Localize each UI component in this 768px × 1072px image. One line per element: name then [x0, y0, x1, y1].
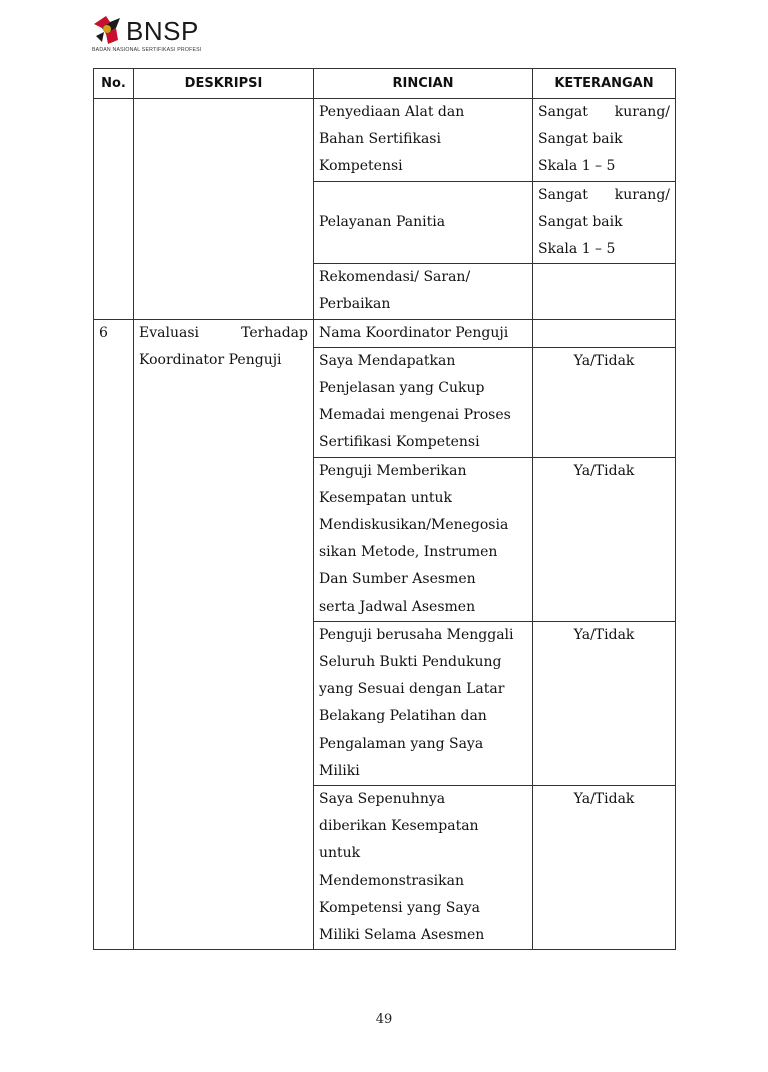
text-line: Dan Sumber Asesmen	[319, 571, 476, 588]
text-line: Memadai mengenai Proses	[319, 407, 511, 424]
text-line: Sangat baik	[538, 131, 623, 148]
header-keterangan: KETERANGAN	[533, 69, 676, 99]
bnsp-logo	[92, 14, 242, 58]
text-line: serta Jadwal Asesmen	[319, 598, 476, 615]
text-line: Sangat baik	[538, 213, 623, 230]
text-line: Saya Sepenuhnya	[319, 791, 446, 808]
text-line: Kompetensi	[319, 158, 403, 175]
text-line: Belakang Pelatihan dan	[319, 708, 487, 725]
deskripsi-line	[139, 320, 308, 347]
cell-keterangan	[533, 319, 676, 347]
text-line: Koordinator Penguji	[139, 351, 282, 368]
cell-deskripsi-empty	[134, 99, 314, 320]
text-word: Terhadap	[241, 324, 308, 341]
cell-rincian	[314, 786, 533, 950]
text-line: Kompetensi yang Saya	[319, 899, 480, 916]
cell-keterangan: Ya/Tidak	[533, 347, 676, 457]
garuda-emblem-icon	[92, 14, 126, 48]
header-deskripsi: DESKRIPSI	[134, 69, 314, 99]
logo-wordmark: BNSP	[126, 16, 199, 46]
text-line: Miliki	[319, 762, 360, 779]
cell-keterangan: Ya/Tidak	[533, 457, 676, 621]
text-line: Nama Koordinator Penguji	[319, 324, 509, 341]
text-line: sikan Metode, Instrumen	[319, 544, 498, 561]
cell-rincian	[314, 621, 533, 785]
cell-no-empty	[94, 99, 134, 320]
text-line: diberikan Kesempatan	[319, 818, 479, 835]
page-number: 49	[375, 1012, 393, 1027]
text-line: Pelayanan Panitia	[319, 213, 446, 230]
text-line: Rekomendasi/ Saran/	[319, 269, 471, 286]
cell-rincian	[314, 319, 533, 347]
cell-rincian	[314, 99, 533, 182]
cell-rincian	[314, 347, 533, 457]
text-line: Sangat kurang/	[538, 104, 670, 120]
cell-keterangan: Ya/Tidak	[533, 786, 676, 950]
text-line: Penjelasan yang Cukup	[319, 380, 485, 397]
table-header-row	[94, 69, 676, 99]
text-line: untuk	[319, 845, 361, 862]
cell-rincian	[314, 457, 533, 621]
text-line: Saya Mendapatkan	[319, 352, 456, 369]
header-rincian: RINCIAN	[314, 69, 533, 99]
text-word: Evaluasi	[139, 324, 199, 341]
text-line: Penguji Memberikan	[319, 462, 467, 479]
header-no: No.	[94, 69, 134, 99]
text-line: Seluruh Bukti Pendukung	[319, 654, 502, 671]
cell-no	[94, 319, 134, 950]
text-line: yang Sesuai dengan Latar	[319, 681, 505, 698]
cell-keterangan: Ya/Tidak	[533, 621, 676, 785]
table-row	[94, 99, 676, 182]
text-line: Sangat kurang/	[538, 186, 670, 203]
text-line: Penguji berusaha Menggali	[319, 626, 514, 643]
text-line: Mendiskusikan/Menegosia	[319, 517, 509, 534]
cell-rincian	[314, 264, 533, 319]
cell-keterangan-empty	[533, 264, 676, 319]
text-line: Skala 1 – 5	[538, 241, 616, 258]
cell-keterangan	[533, 181, 676, 264]
text-line: Miliki Selama Asesmen	[319, 927, 485, 944]
cell-rincian	[314, 181, 533, 264]
evaluation-table	[93, 68, 676, 950]
cell-deskripsi	[134, 319, 314, 950]
text-line: Bahan Sertifikasi	[319, 131, 441, 148]
text-line: Perbaikan	[319, 296, 391, 313]
text-line: Sertifikasi Kompetensi	[319, 434, 480, 451]
table-row	[94, 319, 676, 347]
text-line: Pengalaman yang Saya	[319, 735, 484, 752]
text-line: Penyediaan Alat dan	[319, 104, 465, 120]
text-line: Mendemonstrasikan	[319, 872, 464, 889]
cell-keterangan	[533, 99, 676, 182]
text-line: Skala 1 – 5	[538, 158, 616, 175]
logo-subtitle: BADAN NASIONAL SERTIFIKASI PROFESI	[92, 47, 202, 53]
text-line: Kesempatan untuk	[319, 489, 453, 506]
row-number: 6	[99, 324, 108, 341]
